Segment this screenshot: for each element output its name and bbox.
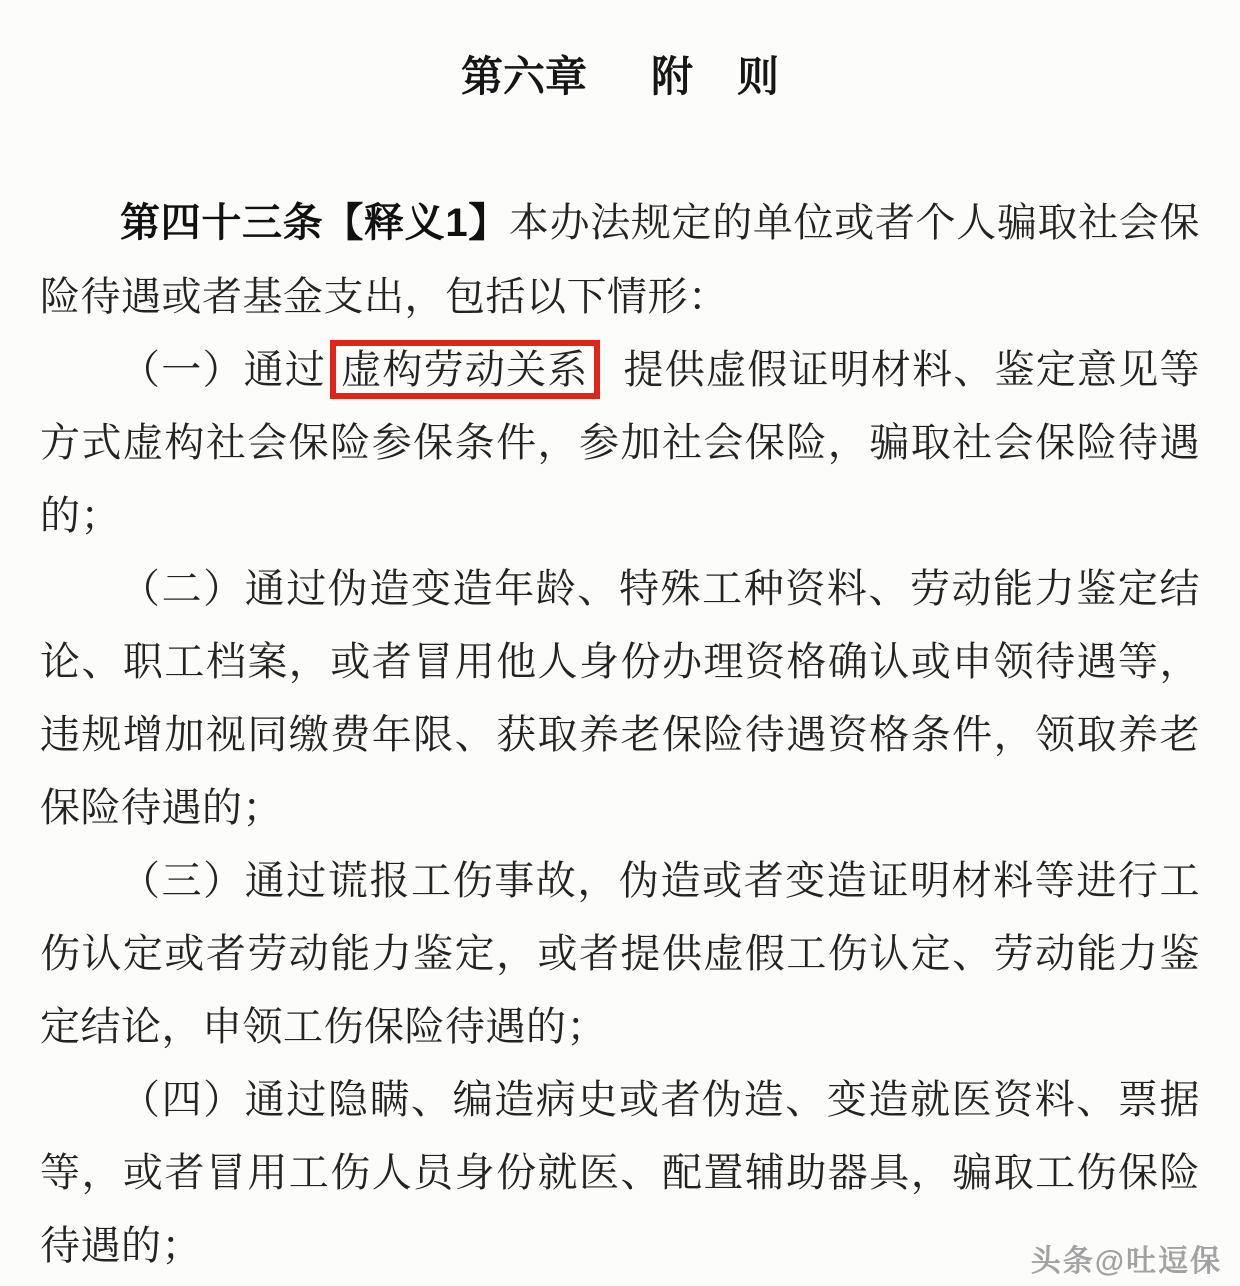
- annotation-label: 【释义1】: [323, 201, 509, 245]
- watermark-toutiao: 头条@吐逗保: [1030, 1245, 1222, 1278]
- item-1-lead: （一）通过: [120, 347, 327, 392]
- item-1-rest: 提供虚假证明材料、鉴定意见等方式虚构社会保险参保条件，参加社会保险，骗取社会保险待遇的；: [40, 347, 1201, 538]
- paragraph-item-2: [40, 552, 1200, 844]
- article-number: 第四十三条: [120, 201, 324, 245]
- highlighted-phrase: 虚构劳动关系: [330, 340, 599, 399]
- paragraph-item-3: [40, 844, 1200, 1063]
- item-2-text: （二）通过伪造变造年龄、特殊工种资料、劳动能力鉴定结论、职工档案，或者冒用他人身份办理资格确认或申领待遇等，违规增加视同缴费年限、获取养老保险待遇资格条件，领取养老保险待遇的；: [40, 566, 1200, 830]
- intro-text: 本办法规定的单位或者个人骗取社会保险待遇或者基金支出，包括以下情形：: [40, 200, 1201, 319]
- chapter-title-char-1: 附: [650, 53, 693, 100]
- paragraph-item-1: [40, 333, 1200, 552]
- item-4-text: （四）通过隐瞒、编造病史或者伪造、变造就医资料、票据等，或者冒用工伤人员身份就医、配置辅助器具，骗取工伤保险待遇的；: [40, 1077, 1200, 1268]
- paragraph-article-43-intro: [40, 186, 1200, 333]
- chapter-heading: [0, 0, 1240, 102]
- chapter-title-char-2: 则: [737, 53, 780, 100]
- chapter-number: 第六章: [460, 53, 587, 100]
- document-body: [0, 186, 1240, 1282]
- item-3-text: （三）通过谎报工伤事故，伪造或者变造证明材料等进行工伤认定或者劳动能力鉴定，或者提供虚假工伤认定、劳动能力鉴定结论，申领工伤保险待遇的；: [40, 858, 1200, 1049]
- paragraph-item-4: [40, 1063, 1200, 1282]
